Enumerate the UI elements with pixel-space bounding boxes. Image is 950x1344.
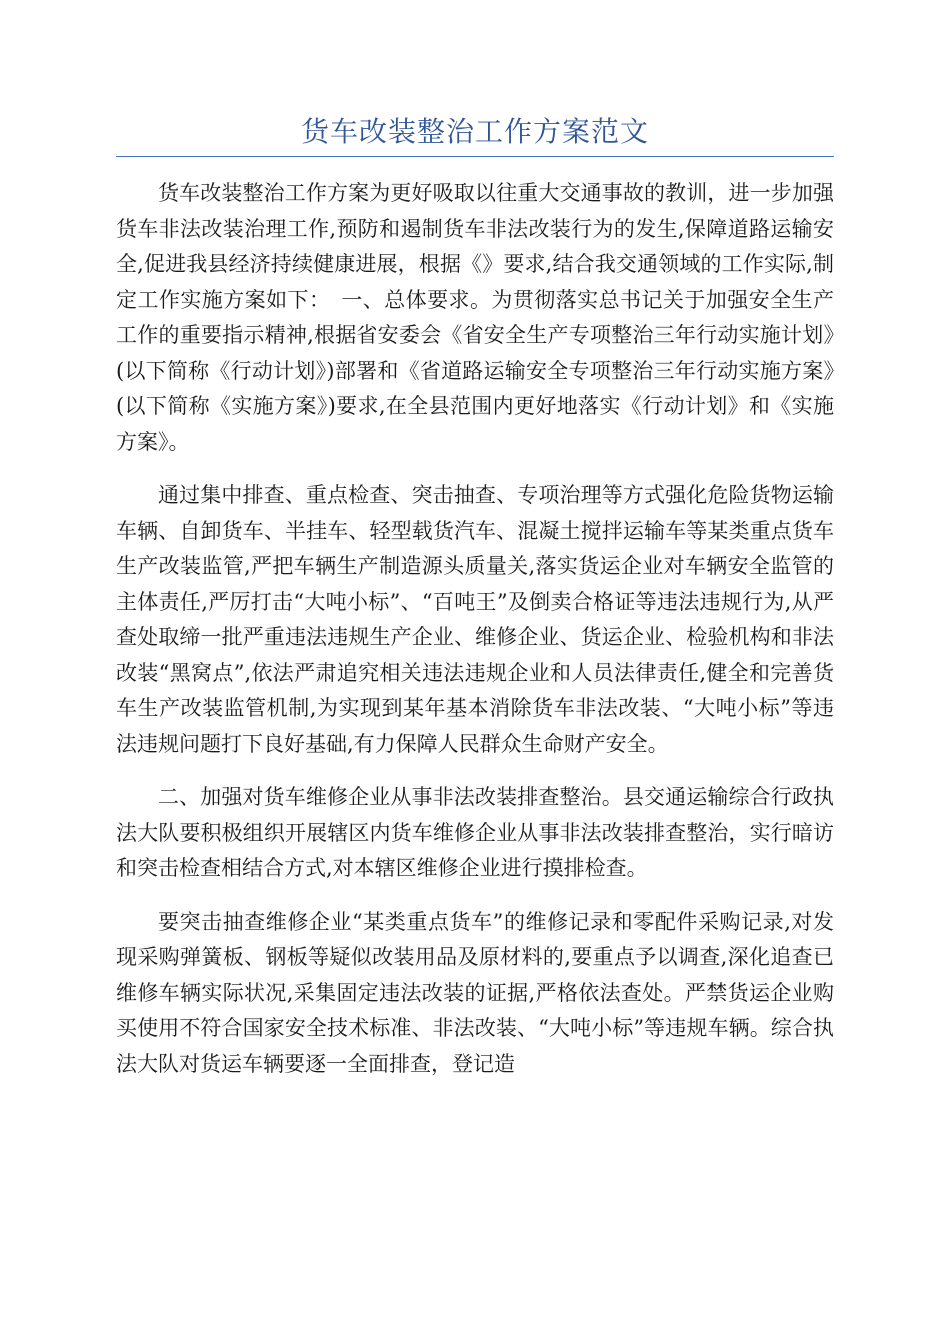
paragraph-2: 通过集中排查、重点检查、突击抽查、专项治理等方式强化危险货物运输车辆、自卸货车、半挂车、轻型载货汽车、混凝土搅拌运输车等某类重点货车生产改装监管,严把车辆生产制造源头质量关,落实货运企业对车辆安全监管的主体责任,严厉打击“大吨小标”、“百吨王”及倒卖合格证等违法违规行为,从严查处取缔一批严重违法违规生产企业、维修企业、货运企业、检验机构和非法改装“黑窝点”,依法严肃追究相关违法违规企业和人员法律责任,健全和完善货车生产改装监管机制,为实现到某年基本消除货车非法改装、“大吨小标”等违法违规问题打下良好基础,有力保障人民群众生命财产安全。 (116, 483, 834, 756)
page-title: 货车改装整治工作方案范文 (300, 115, 649, 148)
document-body (116, 176, 834, 1100)
paragraph-4: 要突击抽查维修企业“某类重点货车”的维修记录和零配件采购记录,对发现采购弹簧板、钢板等疑似改装用品及原材料的,要重点予以调查,深化追查已维修车辆实际状况,采集固定违法改装的证据,严格依法查处。严禁货运企业购买使用不符合国家安全技术标准、非法改装、“大吨小标”等违规车辆。综合执法大队对货运车辆要逐一全面排查，登记造 (116, 909, 834, 1076)
paragraph-3: 二、加强对货车维修企业从事非法改装排查整治。县交通运输综合行政执法大队要积极组织开展辖区内货车维修企业从事非法改装排查整治，实行暗访和突击检查相结合方式,对本辖区维修企业进行摸排检查。 (116, 785, 834, 880)
title-block (116, 112, 834, 157)
paragraph-1: 货车改装整治工作方案为更好吸取以往重大交通事故的教训，进一步加强货车非法改装治理工作,预防和遏制货车非法改装行为的发生,保障道路运输安全,促进我县经济持续健康进展，根据《》要求,结合我交通领域的工作实际,制定工作实施方案如下： 一、总体要求。为贯彻落实总书记关于加强安全生产工作的重要指示精神,根据省安委会《省安全生产专项整治三年行动实施计划》(以下简称《行动计划》)部署和《省道路运输安全专项整治三年行动实施方案》(以下简称《实施方案》)要求,在全县范围内更好地落实《行动计划》和《实施方案》。 (116, 181, 834, 454)
